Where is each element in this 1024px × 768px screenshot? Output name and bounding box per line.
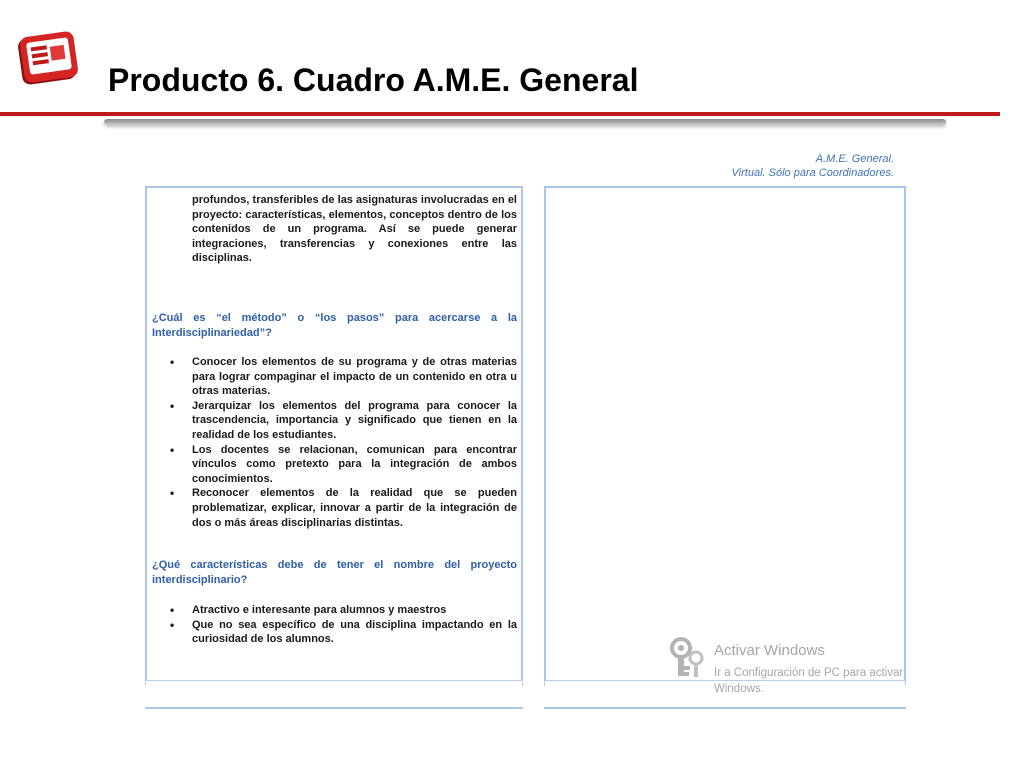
question-project-name: ¿Qué características debe de tener el nombre del proyecto interdisciplinario? [152, 559, 517, 586]
title-divider-bar [104, 119, 946, 125]
method-steps-list [168, 355, 517, 530]
list-item: • Que no sea específico de una disciplina impactando en la curiosidad de los alumnos. [168, 618, 517, 647]
left-column-bottom-line [145, 707, 523, 709]
list-item: • Conocer los elementos de su programa y de otras materias para lograr compaginar el impacto de un contenido en otra u otras materias. [168, 355, 517, 399]
title-underline-red [0, 112, 1000, 116]
left-column-underline [145, 680, 523, 681]
right-column-bottom-line [544, 707, 906, 709]
list-item: • Jerarquizar los elementos del programa para conocer la trascendencia, importancia y significado que tienen en la realidad de los estudiantes. [168, 399, 517, 443]
column-tick [544, 680, 545, 686]
activate-windows-subtitle: Ir a Configuración de PC para activar Windows. [714, 667, 904, 695]
page-title: Producto 6. Cuadro A.M.E. General [108, 62, 639, 98]
column-tick [145, 680, 146, 686]
activate-windows-title: Activar Windows [714, 642, 825, 659]
presentation-icon [16, 30, 82, 92]
key-icon [668, 636, 708, 680]
list-item: • Reconocer elementos de la realidad que se pueden problematizar, explicar, innovar a partir de la integración de dos o más áreas disciplinarias distintas. [168, 486, 517, 530]
header-note [732, 152, 894, 180]
header-note-line1: A.M.E. General. [815, 153, 894, 165]
name-characteristics-list [168, 603, 517, 647]
list-item: • Atractivo e interesante para alumnos y maestros [168, 603, 517, 618]
header-note-line2: Virtual. Sólo para Coordinadores. [731, 167, 894, 179]
intro-paragraph: profundos, transferibles de las asignaturas involucradas en el proyecto: características, elementos, conceptos dentro de los contenidos de un programa. Así se puede generar integraciones, transferencias y conexiones entre las disciplinas. [192, 194, 517, 265]
question-method: ¿Cuál es “el método” o “los pasos” para acercarse a la Interdisciplinariedad”? [152, 312, 517, 339]
list-item: • Los docentes se relacionan, comunican para encontrar vínculos como pretexto para la integración de ambos conocimientos. [168, 443, 517, 487]
column-tick [522, 680, 523, 686]
right-column-box [544, 186, 906, 680]
